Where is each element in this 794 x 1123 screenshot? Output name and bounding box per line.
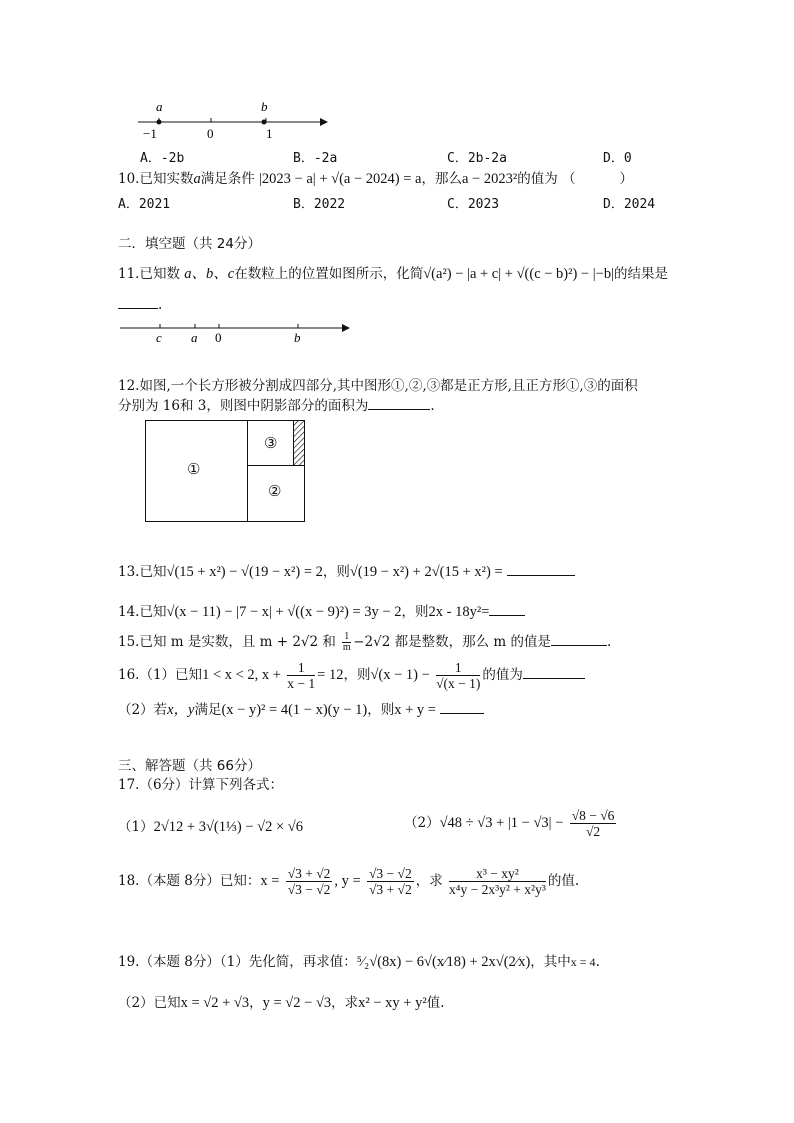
q17-part1 (118, 815, 303, 836)
q11-stem-mid: 在数粒上的位置如图所示，化简 (234, 266, 424, 282)
q15-stem (118, 630, 611, 653)
q15-frac-den: m (342, 642, 351, 653)
q16-p1-target-fraction (436, 660, 480, 691)
q9-option-a[interactable]: A．-2b (140, 151, 185, 166)
q11-label-b: b (294, 330, 301, 345)
q15-frac-num: 1 (344, 631, 350, 642)
q11-number-line (118, 318, 358, 348)
q11-expr: √(a²) − |a + c| + √((c − b)²) − |−b| (423, 266, 614, 282)
q11-stem-prefix: 11.已知数 (118, 266, 180, 282)
q16-p1-answer-blank[interactable] (523, 666, 585, 679)
q19-p2-x: x = √2 + √3 (180, 995, 250, 1011)
q12-answer-blank[interactable] (368, 397, 430, 410)
q16-p2-target: x + y = (394, 702, 436, 718)
tick-0: 0 (207, 126, 214, 141)
q14-given: √(x − 11) − |7 − x| + √((x − 9)²) = 3y − 2 (166, 604, 402, 620)
q16-p2-answer-blank[interactable] (440, 701, 484, 714)
q16-p1-given: 1 < x < 2, x + (202, 667, 281, 683)
q11-period: . (158, 297, 163, 313)
q14-stem (118, 600, 525, 621)
q16-p1-mid: ，则 (343, 667, 371, 683)
q19-p1-suffix: ，其中 (530, 954, 571, 970)
q16-p2-mid: 满足 (194, 702, 222, 718)
label-b: b (261, 99, 268, 114)
q17-p2-label: （2） (404, 815, 440, 831)
q18-stem-mid: ，求 (415, 873, 443, 889)
q11-answer-blank[interactable] (118, 296, 158, 309)
q18-x-fraction (286, 866, 333, 897)
q10-option-b[interactable]: B．2022 (293, 197, 346, 212)
q16-p1-frac-den: x − 1 (287, 676, 316, 691)
q10-option-c[interactable]: C．2023 (447, 197, 500, 212)
q10-var-a: a (193, 171, 201, 187)
q18-stem-end: 的值. (547, 873, 580, 889)
q14-stem-mid: ，则 (401, 604, 429, 620)
q17-p2-expr-start: √48 ÷ √3 + |1 − √3| − (439, 815, 564, 831)
q19-p2-target: x² − xy + y² (358, 995, 427, 1011)
q15-answer-blank[interactable] (551, 633, 607, 646)
q19-p2-end: 值. (426, 995, 445, 1011)
q9-option-c[interactable]: C．2b-2a (447, 151, 507, 166)
q18-y-lhs: , y = (334, 873, 361, 889)
q16-p2-mid2: ，则 (367, 702, 395, 718)
q18-x-lhs: x = (260, 873, 280, 889)
q10-stem-end: 的值为 （ (517, 171, 576, 187)
section-3-title: 三、解答题（共 66分） (118, 758, 261, 774)
q16-p2-vars: x，y (167, 702, 195, 718)
q18-x-num: √3 + √2 (287, 866, 331, 881)
q15-stem-mid: −2√2 都是整数，那么 m 的值是 (353, 634, 551, 650)
q16-p1-fraction (287, 660, 315, 691)
q19-p1-end: . (595, 954, 600, 970)
q19-part1 (118, 950, 600, 971)
tick-1: 1 (266, 126, 273, 141)
q13-stem-mid: ，则 (322, 564, 350, 580)
q10-condition: |2023 − a| + √(a − 2024) = a (259, 171, 422, 187)
section-2-title: 二．填空题（共 24分） (118, 236, 261, 252)
q18-target-den: x⁴y − 2x³y² + x²y³ (449, 882, 546, 897)
q13-given: √(15 + x²) − √(19 − x²) = 2 (166, 564, 323, 580)
q13-stem (118, 560, 575, 581)
q10-stem-mid: 满足条件 (200, 171, 255, 187)
q16-p1-prefix: 16.（1）已知 (118, 667, 203, 683)
q13-target: √(19 − x²) + 2√(15 + x²) = (349, 564, 503, 580)
q15-stem-prefix: 15.已知 m 是实数，且 m + 2√2 和 (118, 634, 336, 650)
point-b (262, 120, 267, 125)
q18-y-fraction (367, 866, 414, 897)
q14-stem-prefix: 14.已知 (118, 604, 167, 620)
q14-answer-blank[interactable] (489, 603, 525, 616)
q18-stem-prefix: 18.（本题 8分）已知： (118, 873, 261, 889)
q18-y-den: √3 + √2 (369, 882, 412, 897)
q19-p2-prefix: （2）已知 (118, 995, 181, 1011)
tick-neg1: −1 (143, 126, 157, 141)
q10-stem (118, 167, 633, 188)
q9-option-d[interactable]: D．0 (603, 151, 632, 166)
q10-stem-suffix: ，那么 (421, 171, 462, 187)
q13-answer-blank[interactable] (507, 563, 575, 576)
q19-p1-expr: ⁵⁄₂√(8x) − 6√(x⁄18) + 2x√(2⁄x) (356, 954, 531, 970)
q16-p1-target-frac-den: √(x − 1) (436, 676, 481, 691)
q18-stem (118, 866, 579, 897)
label-2: ② (268, 482, 282, 500)
q9-number-line (136, 98, 336, 142)
q17-part2 (404, 808, 618, 839)
q11-label-a: a (191, 330, 198, 345)
q16-p1-target-start: √(x − 1) − (370, 667, 430, 683)
q12-period: . (430, 398, 435, 414)
q10-close-paren: ） (619, 171, 633, 187)
q16-p1-given-end: = 12 (317, 667, 344, 683)
q9-option-b[interactable]: B．-2a (293, 151, 338, 166)
q11-label-c: c (156, 330, 162, 345)
q11-label-0: 0 (215, 330, 222, 345)
q10-stem-prefix: 10.已知实数 (118, 171, 194, 187)
q12-line2-prefix: 分别为 16和 3，则图中阴影部分的面积为 (118, 398, 369, 414)
q18-target-fraction (449, 866, 546, 897)
shaded-region (293, 420, 305, 466)
label-1: ① (187, 460, 201, 478)
q11-stem-end: 的结果是 (613, 266, 668, 282)
q18-target-num: x³ − xy² (449, 866, 546, 882)
q19-p1-cond: x = 4 (570, 955, 596, 969)
q11-vars: a、b、c (184, 266, 235, 282)
q16-p2-prefix: （2）若 (118, 702, 168, 718)
q18-y-num: √3 − √2 (369, 866, 412, 881)
q17-stem: 17.（6分）计算下列各式： (118, 777, 284, 793)
label-3: ③ (264, 434, 278, 452)
q15-period: . (607, 634, 612, 650)
q13-stem-prefix: 13.已知 (118, 564, 167, 580)
q19-p2-mid: ，求 (331, 995, 359, 1011)
q12-line1: 12.如图,一个长方形被分割成四部分,其中图形①,②,③都是正方形,且正方形①,③的面积 (118, 378, 638, 394)
q16-p1-frac-num: 1 (287, 660, 315, 676)
q17-p2-fraction (570, 808, 617, 839)
q12-line2 (118, 394, 435, 414)
q18-x-den: √3 − √2 (287, 882, 331, 897)
q19-p1-prefix: 19.（本题 8分）（1）先化简，再求值： (118, 954, 357, 970)
q11-stem (118, 262, 668, 283)
q14-target: 2x - 18y²= (428, 604, 490, 620)
q17-p1-label: （1） (118, 819, 154, 835)
q10-expr: a − 2023² (461, 171, 518, 187)
q16-part2 (118, 698, 484, 719)
q19-part2 (118, 991, 445, 1012)
q16-p1-end: 的值为 (482, 667, 523, 683)
point-a (157, 120, 162, 125)
q10-option-a[interactable]: A．2021 (118, 197, 171, 212)
q17-p1-expr: 2√12 + 3√(1⅓) − √2 × √6 (153, 819, 303, 835)
q16-p1-target-frac-num: 1 (436, 660, 480, 676)
q19-p2-sep: ， (249, 995, 263, 1011)
q15-fraction (342, 632, 351, 653)
q16-p2-given: (x − y)² = 4(1 − x)(y − 1) (221, 702, 368, 718)
q16-part1 (118, 660, 585, 691)
label-a: a (156, 99, 163, 114)
q17-p2-frac-num: √8 − √6 (571, 808, 615, 823)
q10-option-d[interactable]: D．2024 (603, 197, 656, 212)
q19-p2-y: y = √2 − √3 (262, 995, 332, 1011)
q11-answer-line (118, 296, 162, 313)
q17-p2-frac-den: √2 (585, 824, 601, 839)
